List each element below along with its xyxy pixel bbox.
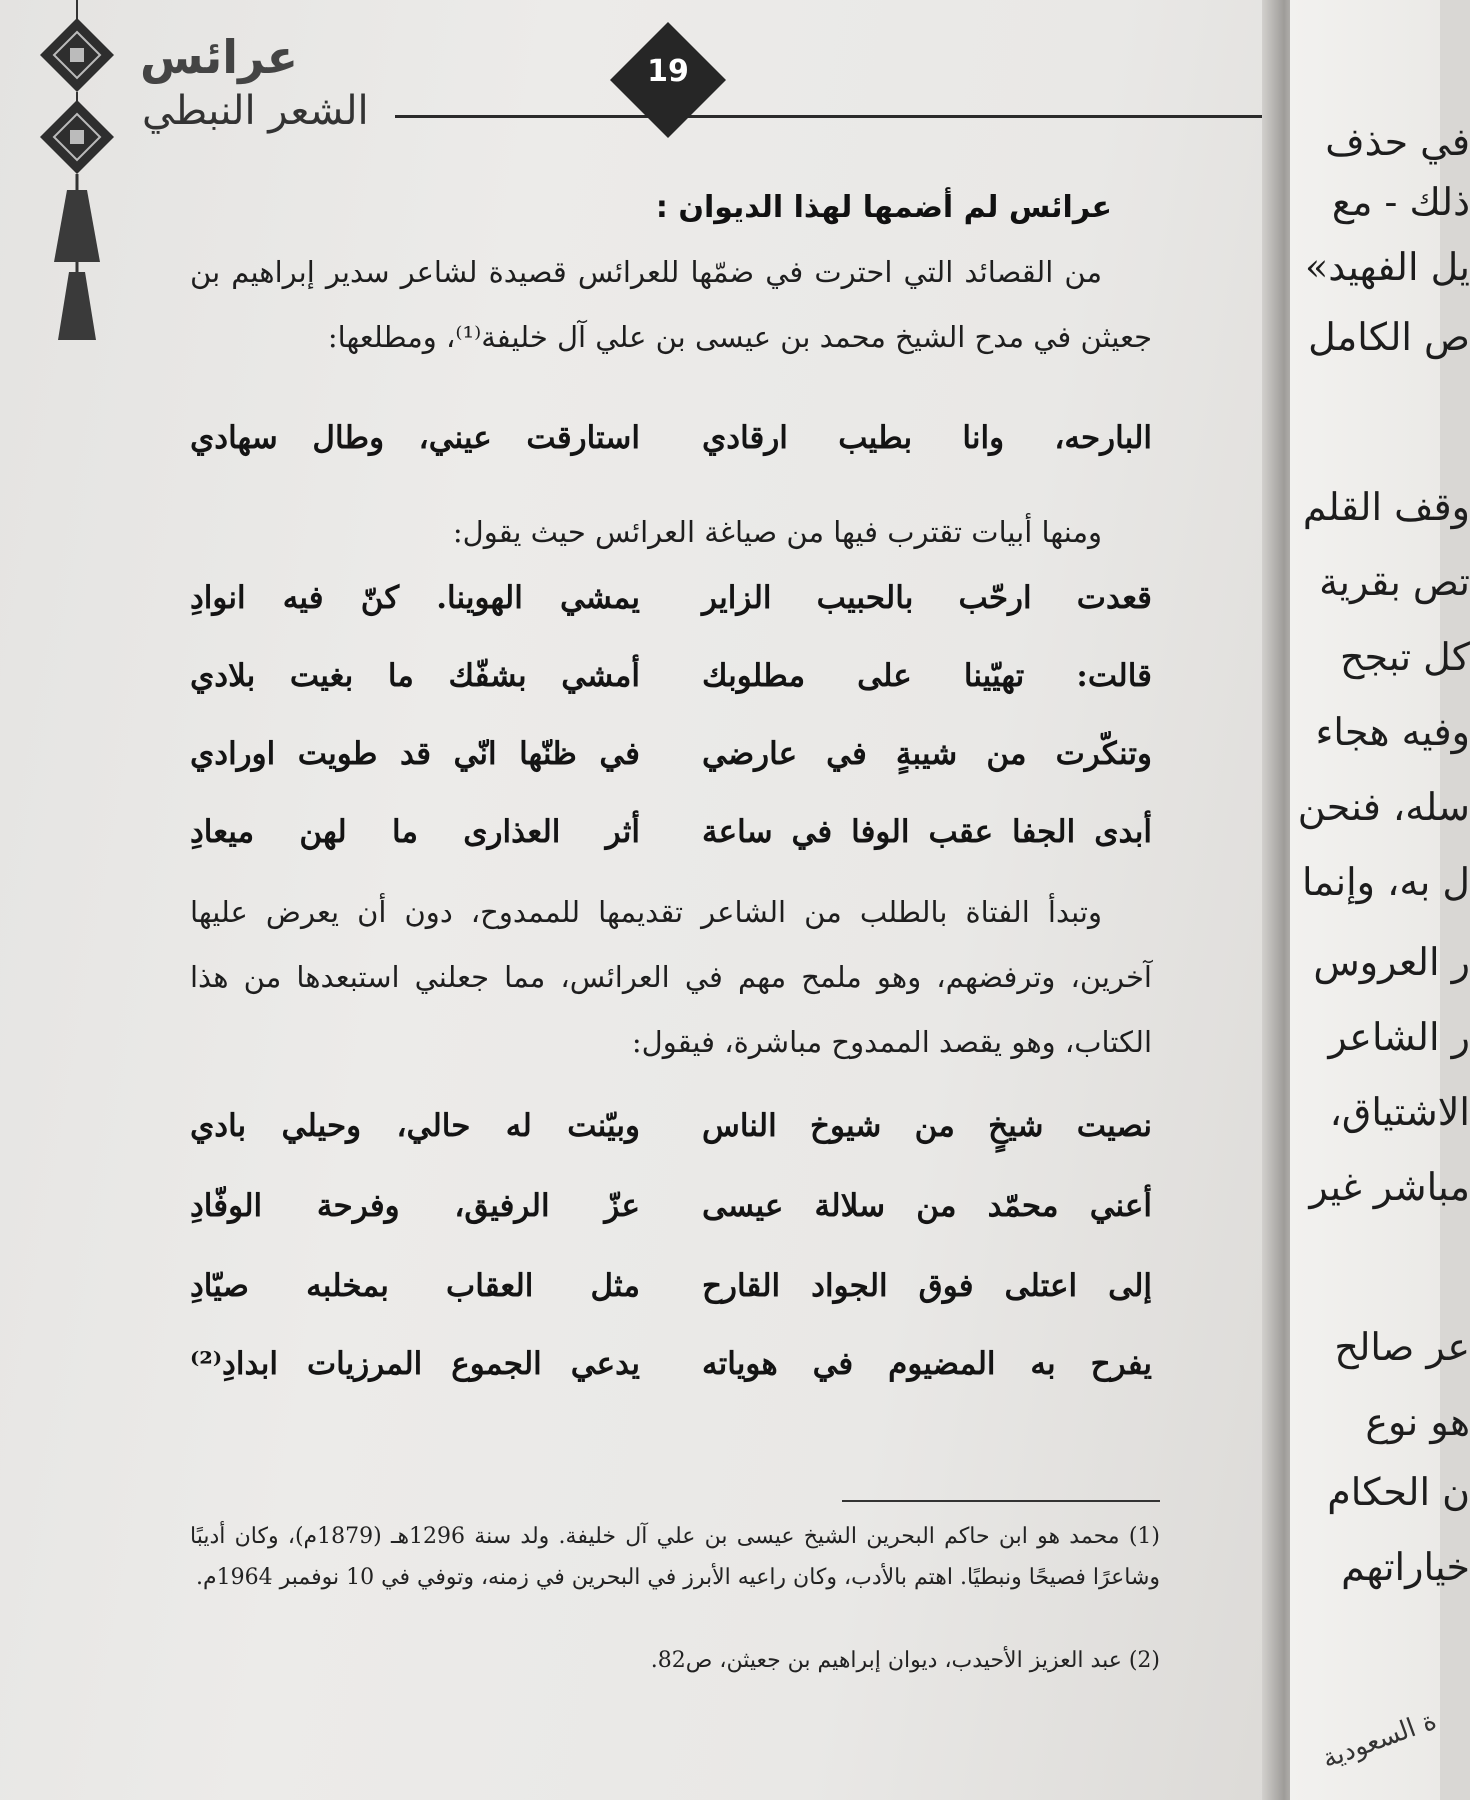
header-rule (395, 115, 1273, 118)
facing-text-line: ل به، وإنما (1301, 860, 1470, 904)
verse-first-hemistich: قعدت ارحّب بالحبيب الزاير (702, 580, 1152, 616)
facing-text-line: سله، فنحن (1297, 785, 1470, 829)
verse-line (190, 1346, 1152, 1404)
facing-text-line: ر العروس (1313, 940, 1470, 984)
tassel-ornament-icon (22, 0, 132, 345)
facing-text-line: يل الفهيد» (1305, 245, 1470, 289)
paragraph-verses-intro-text: ومنها أبيات تقترب فيها من صياغة العرائس حيث يقول: (452, 515, 1102, 549)
verse-first-hemistich: قالت: تهيّينا على مطلوبك (702, 658, 1152, 694)
facing-text-line: ن الحكام (1327, 1470, 1470, 1514)
facing-text-line: تص بقرية (1319, 560, 1470, 604)
paragraph-verses-intro (190, 500, 1152, 565)
verse-second-hemistich: مثل العقاب بمخلبه صيّادِ (190, 1268, 640, 1304)
verse-line (190, 1268, 1152, 1326)
section-heading: عرائس لم أضمها لهذا الديوان : (655, 190, 1112, 225)
footnote-2: (2) عبد العزيز الأحيدب، ديوان إبراهيم بن جعيثن، ص82. (650, 1648, 1160, 1673)
facing-text-line: الاشتياق، (1329, 1090, 1470, 1134)
brand-title-line2: الشعر النبطي (142, 88, 369, 134)
verse-line (190, 1188, 1152, 1246)
facing-page (1290, 0, 1470, 1800)
verse-second-hemistich: استارقت عيني، وطال سهادي (190, 420, 640, 456)
facing-text-line: ذلك - مع (1331, 180, 1470, 224)
verse-line (190, 736, 1152, 794)
verse-second-hemistich: يدعي الجموع المرزيات ابدادِ⁽²⁾ (190, 1346, 640, 1382)
facing-text-line: مباشر غير (1309, 1165, 1470, 1209)
verse-first-hemistich: إلى اعتلى فوق الجواد القارح (702, 1268, 1152, 1304)
verse-second-hemistich: وبيّنت له حالي، وحيلي بادي (190, 1108, 640, 1144)
verse-line (190, 658, 1152, 716)
verse-first-hemistich: أعني محمّد من سلالة عيسى (702, 1188, 1152, 1224)
verse-first-hemistich: أبدى الجفا عقب الوفا في ساعة (702, 814, 1152, 850)
verse-first-hemistich: نصيت شيخٍ من شيوخ الناس (702, 1108, 1152, 1144)
footnote-rule (842, 1500, 1160, 1502)
facing-text-line: خياراتهم (1341, 1545, 1470, 1589)
verse-line (190, 1108, 1152, 1166)
paragraph-commentary-text: وتبدأ الفتاة بالطلب من الشاعر تقديمها للممدوح، دون أن يعرض عليها آخرين، وترفضهم، وهو ملمح مهم في العرائس، مما جعلني استبعدها من هذا الكتاب، وهو يقصد الممدوح مباشرة، فيقول: (190, 895, 1152, 1059)
verse-second-hemistich: عزّ الرفيق، وفرحة الوفّادِ (190, 1188, 640, 1224)
verse-opening (190, 420, 1152, 478)
verse-second-hemistich: أثر العذارى ما لهن ميعادِ (190, 814, 640, 850)
verse-line (190, 814, 1152, 872)
verse-first-hemistich: يفرح به المضيوم في هوياته (702, 1346, 1152, 1382)
page-number: 19 (647, 54, 689, 89)
facing-text-line: هو نوع (1365, 1400, 1470, 1444)
verse-first-hemistich: البارحه، وانا بطيب ارقادي (702, 420, 1152, 456)
paragraph-commentary (190, 880, 1152, 1075)
facing-text-line: في حذف (1325, 120, 1470, 164)
verse-line (190, 580, 1152, 638)
paragraph-intro-text: من القصائد التي احترت في ضمّها للعرائس قصيدة لشاعر سدير إبراهيم بن جعيثن في مدح الشيخ محمد بن عيسى بن علي آل خليفة⁽¹⁾، ومطلعها: (190, 255, 1152, 354)
facing-text-line: ر الشاعر (1328, 1015, 1470, 1059)
facing-text-line: عر صالح (1334, 1325, 1470, 1369)
facing-text-line: وقف القلم (1302, 485, 1470, 529)
brand-title-line1: عرائس (140, 30, 299, 84)
footnote-1: (1) محمد هو ابن حاكم البحرين الشيخ عيسى بن علي آل خليفة. ولد سنة 1296هـ (1879م)، وكان أديبًا وشاعرًا فصيحًا ونبطيًا. اهتم بالأدب، وكان راعيه الأبرز في البحرين في زمنه، وتوفي في 10 نوفمبر 1964م. (190, 1524, 1160, 1590)
facing-text-line: وفيه هجاء (1315, 710, 1470, 754)
facing-footer-text: ة السعودية (1318, 1705, 1441, 1775)
paragraph-intro (190, 240, 1152, 370)
facing-text-line: ص الكامل (1308, 315, 1470, 359)
verse-second-hemistich: يمشي الهوينا. كنّ فيه انوادِ (190, 580, 640, 616)
verse-second-hemistich: أمشي بشفّك ما بغيت بلادي (190, 658, 640, 694)
verse-second-hemistich: في ظنّها انّي قد طويت اورادي (190, 736, 640, 772)
verse-first-hemistich: وتنكّرت من شيبةٍ في عارضي (702, 736, 1152, 772)
facing-text-line: كل تبجح (1339, 635, 1470, 679)
